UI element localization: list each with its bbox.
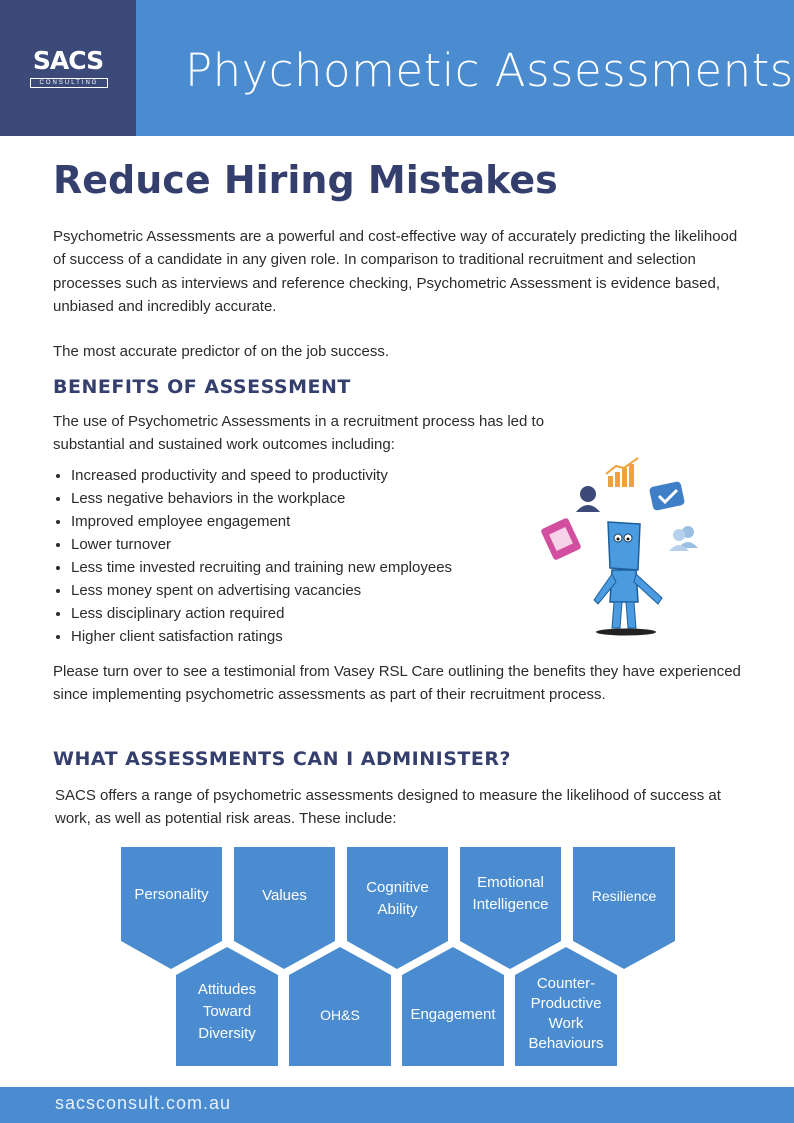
list-item: • Less negative behaviors in the workplace	[71, 487, 452, 510]
page-title: Reduce Hiring Mistakes	[53, 158, 558, 202]
assessment-label: Cognitive Ability	[366, 879, 429, 918]
shape-values	[234, 847, 335, 969]
shape-personality	[121, 847, 222, 969]
assessment-label: Personality	[134, 886, 209, 903]
assessment-label: Counter-Productive Work Behaviours	[528, 975, 604, 1052]
logo-subtext: CONSULTING	[30, 78, 108, 88]
shape-resilience	[573, 847, 675, 969]
assessment-label: Emotional Intelligence	[472, 874, 549, 913]
logo-text: SACS	[32, 46, 104, 75]
list-item: • Improved employee engagement	[71, 510, 452, 533]
intro-paragraph: Psychometric Assessments are a powerful and cost-effective way of accurately predicting the likelihood of success of a candidate in any given role. In comparison to traditional recruitment and selection processes such as interviews and reference checking, Psychometric Assessment is evidence based, unbiased and incredibly accurate.	[53, 228, 738, 316]
assessments-intro: SACS offers a range of psychometric assessments designed to measure the likelihood of success at work, as well as potential risk areas. These include:	[55, 787, 721, 828]
header-title: Phychometic Assessments	[185, 44, 794, 97]
benefits-heading: BENEFITS OF ASSESSMENT	[53, 376, 351, 398]
testimonial-note: Please turn over to see a testimonial from Vasey RSL Care outlining the benefits they have experienced since implementing psychometric assessments as part of their recruitment process.	[53, 663, 741, 704]
assessments-heading: WHAT ASSESSMENTS CAN I ADMINISTER?	[53, 748, 511, 770]
predictor-paragraph: The most accurate predictor of on the job success.	[53, 343, 389, 360]
assessment-label: Resilience	[591, 888, 657, 904]
list-item: • Lower turnover	[71, 533, 452, 556]
list-item: • Less money spent on advertising vacancies	[71, 579, 452, 602]
benefits-intro: The use of Psychometric Assessments in a recruitment process has led to substantial and sustained work outcomes including:	[53, 413, 545, 454]
list-item: • Less time invested recruiting and training new employees	[71, 556, 452, 579]
assessment-label: Engagement	[410, 1006, 496, 1023]
list-item: • Increased productivity and speed to productivity	[71, 464, 452, 487]
list-item: • Less disciplinary action required	[71, 602, 452, 625]
page-footer	[0, 1087, 794, 1123]
list-item: • Higher client satisfaction ratings	[71, 625, 452, 648]
assessment-label: OH&S	[320, 1007, 360, 1023]
footer-url[interactable]: sacsconsult.com.au	[55, 1093, 232, 1113]
assessment-label: Attitudes Toward Diversity	[197, 981, 257, 1042]
assessment-label: Values	[262, 887, 307, 904]
